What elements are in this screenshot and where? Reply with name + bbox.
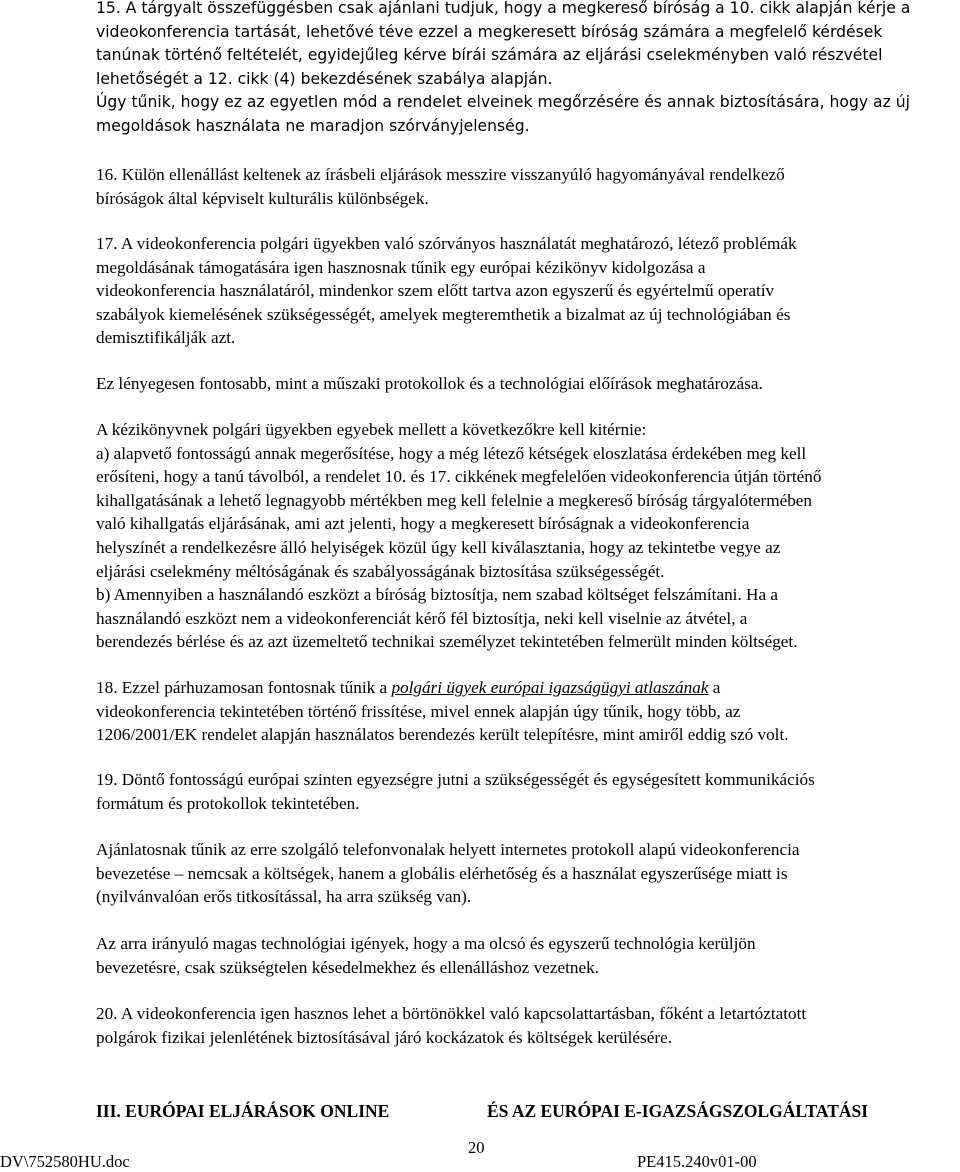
text-line: 15. A tárgyalt összefüggésben csak ajánlani tudjuk, hogy a megkereső bíróság a 10. cikk alapján kérje a (96, 0, 911, 17)
text-line: megoldásának támogatására igen hasznosnak tűnik egy európai kézikönyv kidolgozása a (96, 257, 706, 277)
text-line: bevezetése – nemcsak a költségek, hanem a globális elérhetőség és a használat egyszerűsége miatt is (96, 863, 788, 883)
text-line: 1206/2001/EK rendelet alapján használatos berendezés került telepítésre, mint amiről eddig szó volt. (96, 725, 789, 745)
text-line: tanúnak történő feltételét, egyidejűleg kérve bírái számára az eljárási cselekményben való részvétel (96, 46, 883, 65)
text-line: 17. A videokonferencia polgári ügyekben való szórványos használatát meghatározó, létező problémák (96, 234, 797, 253)
text-line: videokonferencia tartását, lehetővé téve ezzel a megkeresett bíróság számára a megfelelő kérdések (96, 22, 883, 41)
text-line: Úgy tűnik, hogy ez az egyetlen mód a rendelet elveinek megőrzésére és annak biztosítására, hogy az új (96, 93, 910, 112)
text-line: Ajánlatosnak tűnik az erre szolgáló telefonvonalak helyett internetes protokoll alapú videokonferencia (96, 840, 800, 859)
text-line: berendezés bérlése és az azt üzemeltető technikai személyzet tekintetében felmerült minden költséget. (96, 632, 798, 652)
text-line: (nyilvánvalóan erős titkosítással, ha arra szükség van). (96, 887, 472, 907)
text-line: b) Amennyiben a használandó eszközt a bíróság biztosítja, nem szabad költséget felszámítani. Ha a (96, 585, 779, 605)
text-line: A kézikönyvnek polgári ügyekben egyebek mellett a következőkre kell kitérnie: (96, 420, 647, 439)
text-line: 20. A videokonferencia igen hasznos lehet a börtönökkel való kapcsolattartásban, főként a letartóztatott (96, 1004, 807, 1023)
page-number: 20 (468, 1138, 485, 1157)
text-line: való kihallgatás eljárásának, ami azt jelenti, hogy a megkeresett bíróságnak a videokonferencia (96, 514, 750, 534)
text-line: 16. Külön ellenállást keltenek az írásbeli eljárások messzire visszanyúló hagyományával rendelkező (96, 165, 785, 184)
text-line: lehetőségét a 12. cikk (4) bekezdésének szabálya alapján. (96, 69, 553, 88)
paragraph-19-protocol (96, 838, 946, 909)
paragraph-19 (96, 768, 946, 815)
section-heading-left: III. EURÓPAI ELJÁRÁSOK ONLINE (96, 1101, 390, 1121)
paragraph-17 (96, 232, 946, 350)
text-line: bíróságok által képviselt kulturális különbségek. (96, 188, 429, 208)
text-line: 19. Döntő fontosságú európai szinten egyezségre jutni a szükségességét és egységesített kommunikációs (96, 770, 815, 789)
paragraph-17-emphasis (96, 372, 946, 396)
text-line: kihallgatásának a lehető legnagyobb mértékben meg kell felelnie a megkereső bíróság tárgyalótermében (96, 490, 813, 510)
text-line: videokonferencia használatáról, mindenkor szem előtt tartva azon egyszerű és egyértelmű operatív (96, 281, 775, 301)
pe-reference: PE415.240v01-00 (637, 1152, 757, 1171)
text-line: eljárási cselekmény méltóságának és szabályosságának biztosítása szükségességét. (96, 561, 665, 581)
paragraph-20 (96, 1002, 946, 1049)
paragraph-16 (96, 163, 946, 210)
text-line: megoldások használata ne maradjon szórványjelenség. (96, 116, 530, 135)
text-line: formátum és protokollok tekintetében. (96, 793, 360, 813)
section-heading-right: ÉS AZ EURÓPAI E-IGAZSÁGSZOLGÁLTATÁSI (487, 1101, 869, 1121)
text-line: Az arra irányuló magas technológiai igények, hogy a ma olcsó és egyszerű technológia kerüljön (96, 934, 756, 953)
text-line (96, 676, 946, 700)
page-footer (0, 1138, 960, 1169)
paragraph-handbook (96, 418, 946, 654)
paragraph-19-technology (96, 932, 946, 979)
text-line: polgárok fizikai jelenlétének biztosításával járó kockázatok és költségek kerülésére. (96, 1027, 673, 1047)
text-line: a) alapvető fontosságú annak megerősítése, hogy a még létező kétségek eloszlatása érdekében meg kell (96, 443, 807, 463)
text-run: a (708, 678, 721, 697)
paragraph-18 (96, 676, 946, 747)
document-reference: DV\752580HU.doc (0, 1152, 130, 1171)
text-line: Ez lényegesen fontosabb, mint a műszaki protokollok és a technológiai előírások meghatározása. (96, 374, 763, 393)
text-line: bevezetésre, csak szükségtelen késedelmekhez és ellenálláshoz vezetnek. (96, 957, 599, 977)
atlas-reference: polgári ügyek európai igazságügyi atlaszának (391, 678, 709, 697)
text-run: 18. Ezzel párhuzamosan fontosnak tűnik a (96, 678, 392, 697)
text-line: szabályok kiemelésének szükségességét, amelyek megteremthetik a bizalmat az új technológiában és (96, 304, 791, 324)
paragraph-15 (96, 0, 946, 139)
text-line: demisztifikálják azt. (96, 328, 236, 348)
text-line: erősíteni, hogy a tanú távolból, a rendelet 10. és 17. cikkének megfelelően videokonferencia útján történő (96, 467, 822, 487)
text-line: használandó eszközt nem a videokonferenciát kérő fél biztosítja, neki kell viselnie az átvétel, a (96, 608, 748, 628)
text-line: helyszínét a rendelkezésre álló helyiségek közül úgy kell kiválasztania, hogy az tekintetbe vegye az (96, 537, 781, 557)
text-line: videokonferencia tekintetében történő frissítése, mivel ennek alapján úgy tűnik, hogy több, az (96, 701, 741, 721)
